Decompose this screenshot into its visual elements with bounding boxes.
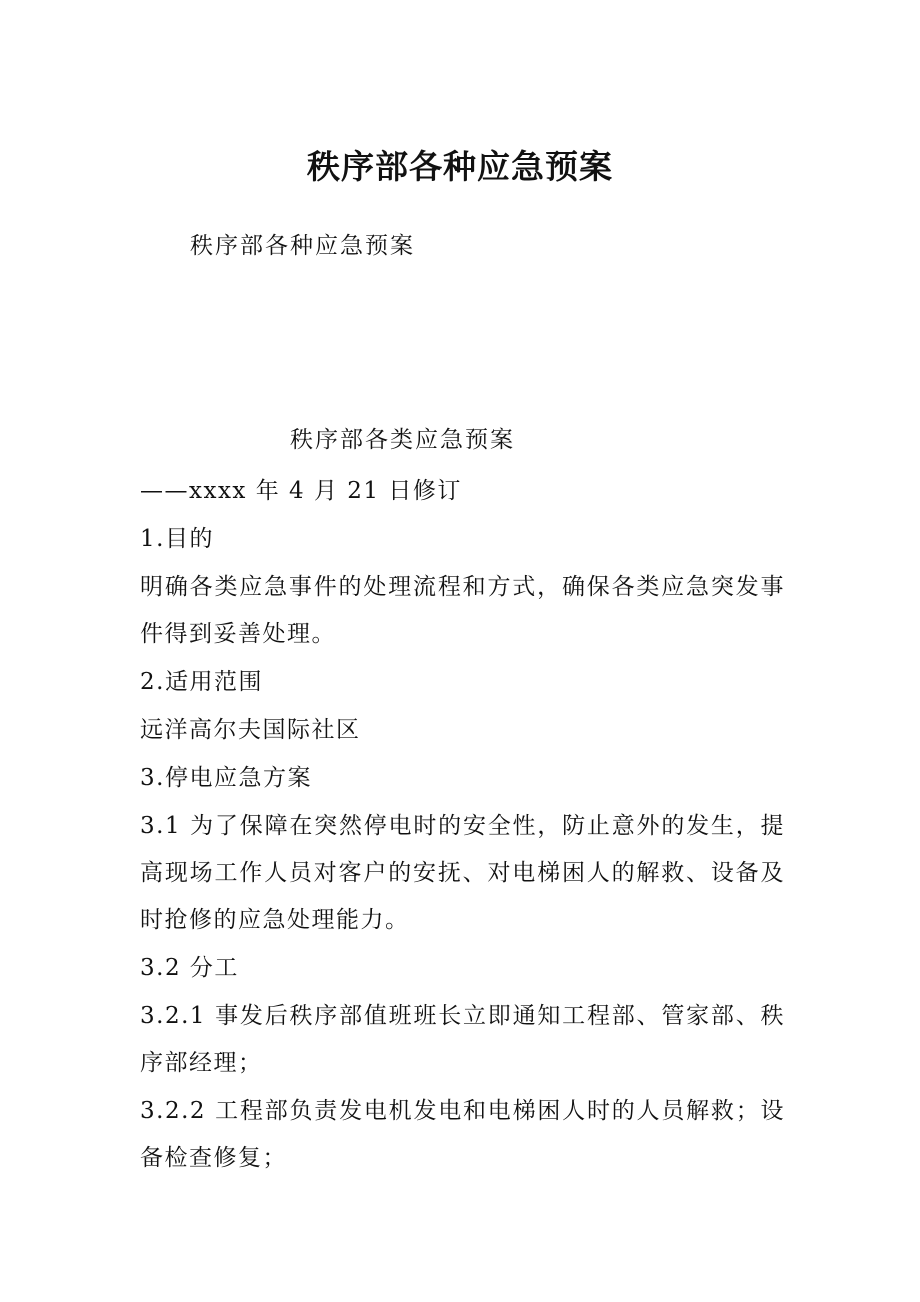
scope-text: 远洋高尔夫国际社区 xyxy=(140,717,361,743)
clause-3-2: 3.2 分工 xyxy=(140,955,239,981)
section-title: 秩序部各类应急预案 xyxy=(290,427,515,453)
clause-3-2-1: 3.2.1 事发后秩序部值班班长立即通知工程部、管家部、秩序部经理； xyxy=(140,1003,785,1076)
heading-purpose: 1.目的 xyxy=(140,526,214,552)
purpose-text: 明确各类应急事件的处理流程和方式，确保各类应急突发事件得到妥善处理。 xyxy=(140,574,785,647)
document-subtitle: 秩序部各种应急预案 xyxy=(190,233,415,259)
heading-power-outage-plan: 3.停电应急方案 xyxy=(140,765,312,791)
revision-line: ——xxxx 年 4 月 21 日修订 xyxy=(140,478,462,504)
heading-scope: 2.适用范围 xyxy=(140,669,263,695)
clause-3-2-2: 3.2.2 工程部负责发电机发电和电梯困人时的人员解救；设备检查修复； xyxy=(140,1098,785,1171)
clause-3-1: 3.1 为了保障在突然停电时的安全性，防止意外的发生，提高现场工作人员对客户的安抚、对电梯困人的解救、设备及时抢修的应急处理能力。 xyxy=(140,813,785,933)
document-body xyxy=(140,468,785,1183)
document-title: 秩序部各种应急预案 xyxy=(307,147,613,186)
